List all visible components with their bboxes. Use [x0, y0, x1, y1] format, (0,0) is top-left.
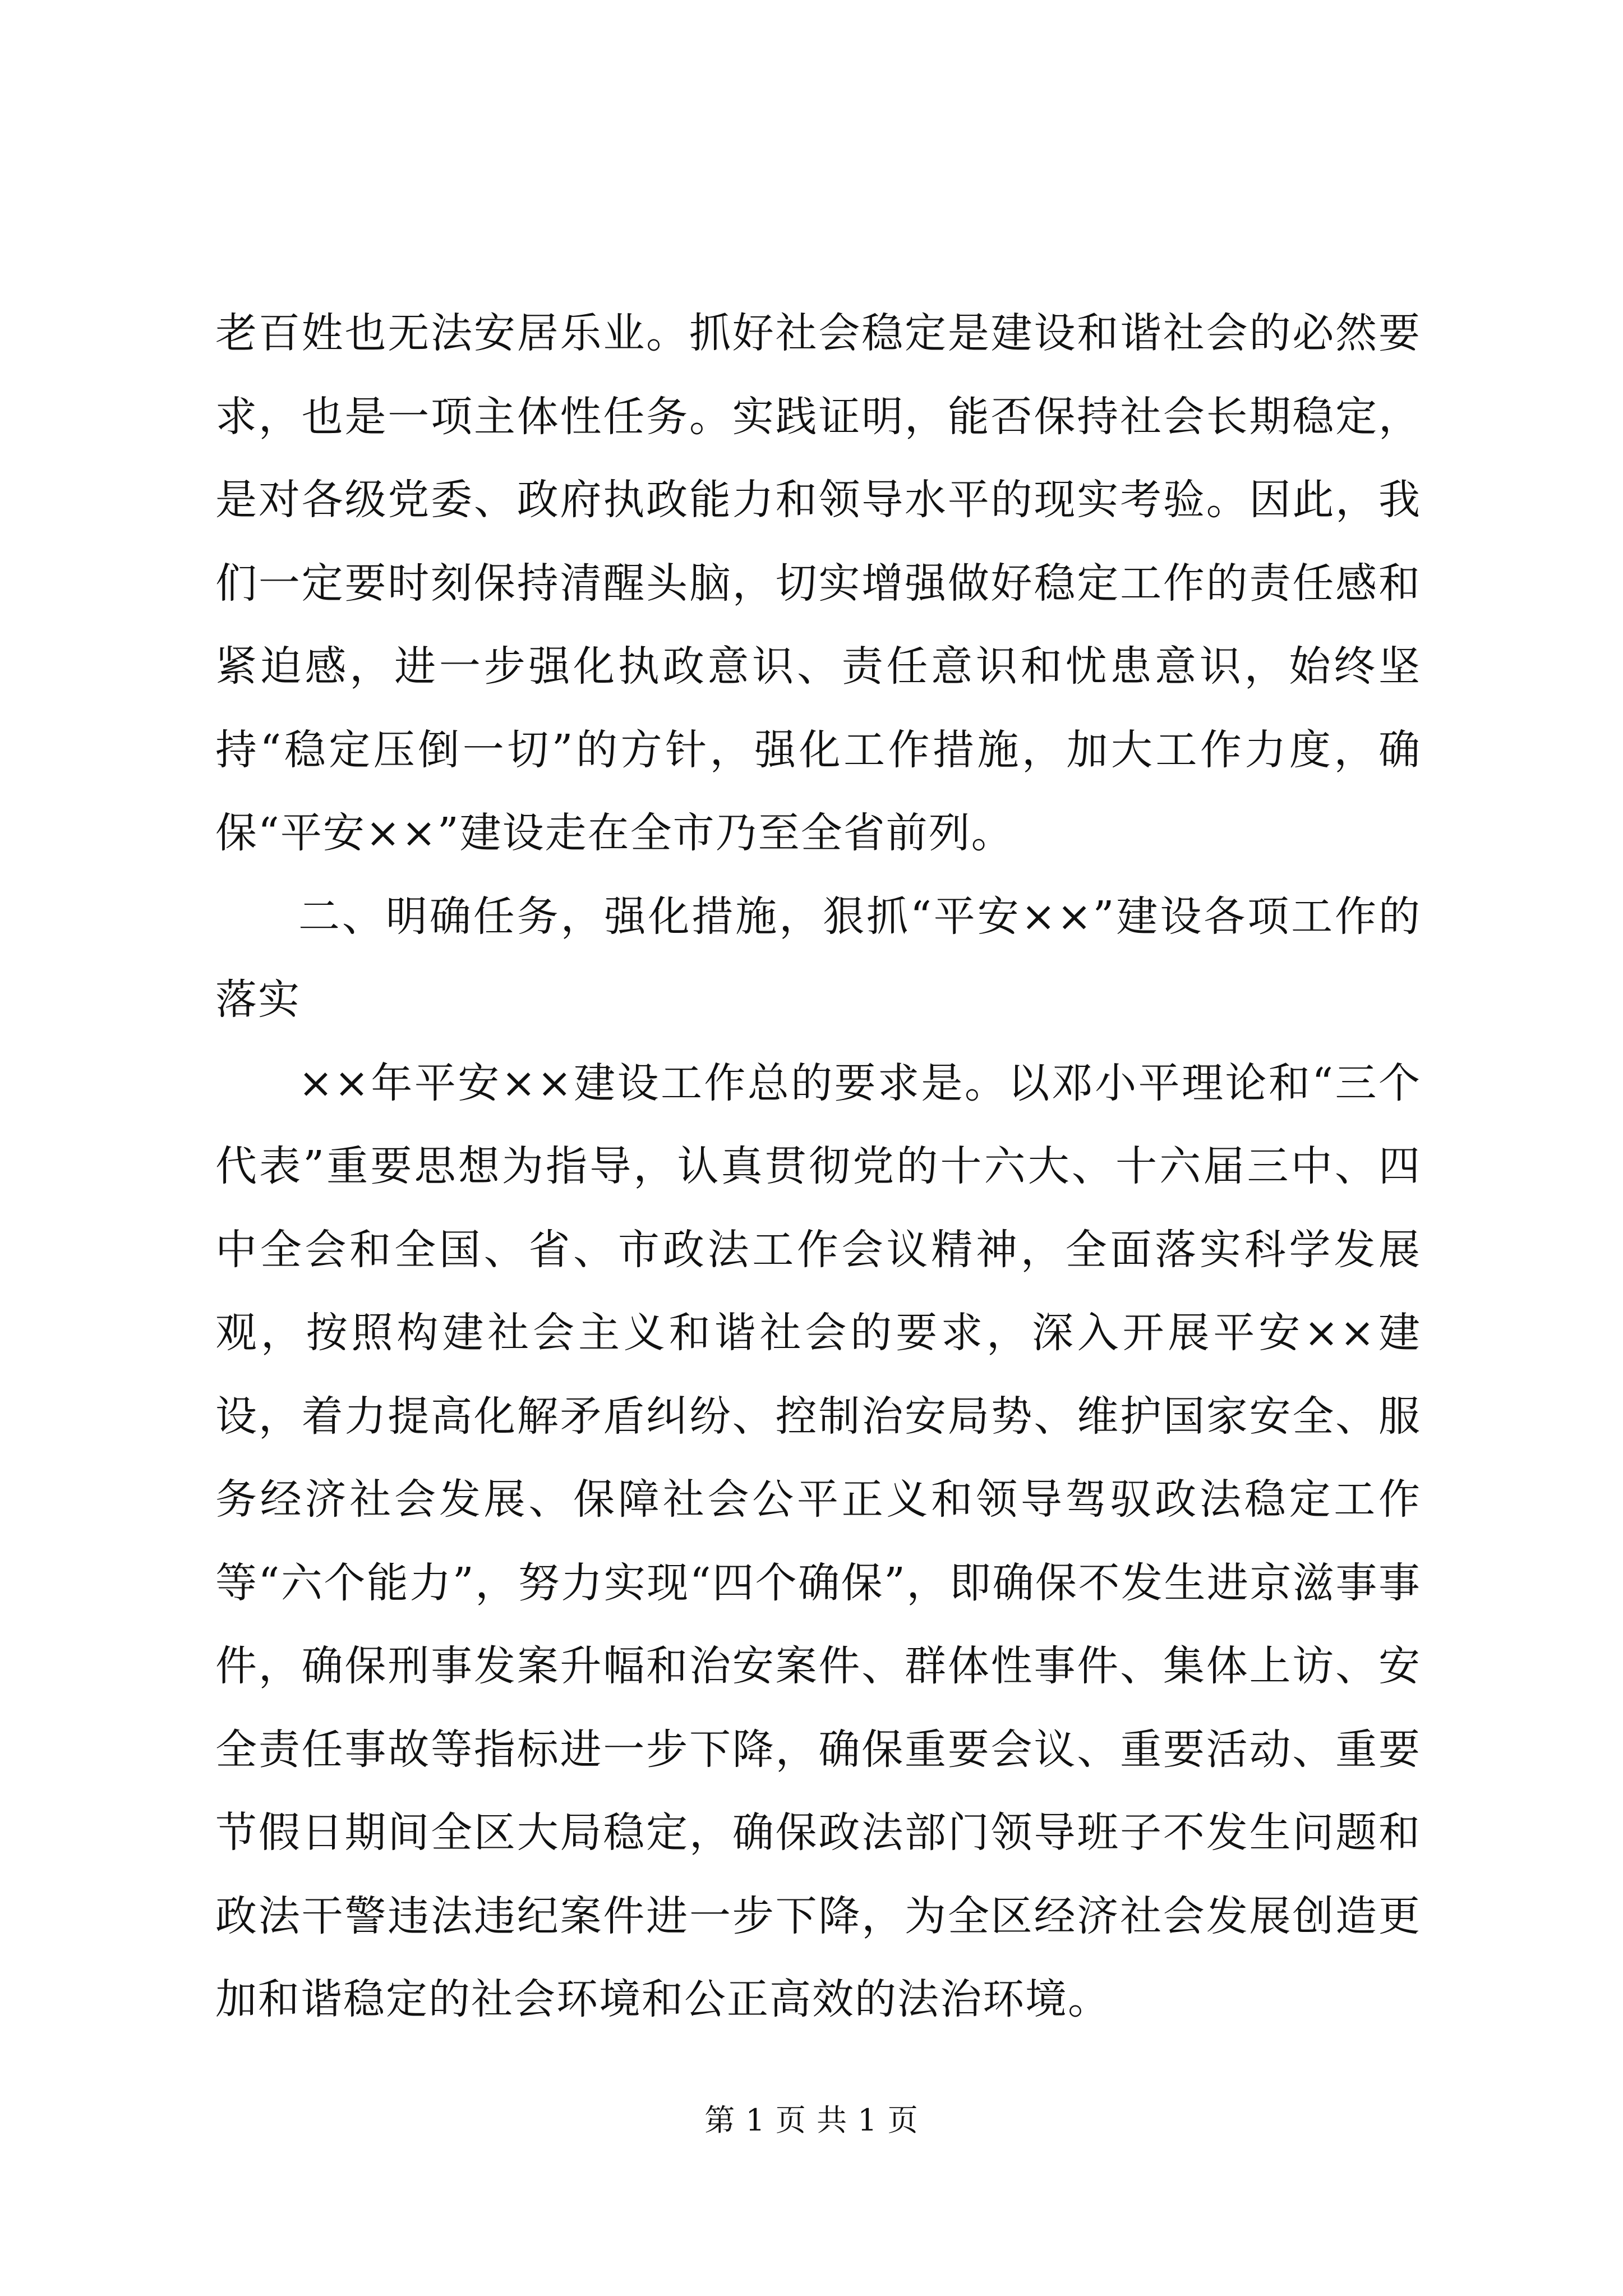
- section-heading: 二、明确任务，强化措施，狠抓“平安××”建设各项工作的落实: [215, 892, 1421, 1024]
- page-footer: 第 1 页 共 1 页: [704, 2102, 919, 2138]
- paragraph-requirements: ××年平安××建设工作总的要求是。以邓小平理论和“三个代表”重要思想为指导，认真贯彻党的十六大、十六届三中、四中全会和全国、省、市政法工作会议精神，全面落实科学发展观，按照构建社会主义和谐社会的要求，深入开展平安××建设，着力提高化解矛盾纠纷、控制治安局势、维护国家安全、服务经济社会发展、保障社会公平正义和领导驾驭政法稳定工作等“六个能力”，努力实现“四个确保”，即确保不发生进京滋事事件，确保刑事发案升幅和治安案件、群体性事件、集体上访、安全责任事故等指标进一步下降，确保重要会议、重要活动、重要节假日期间全区大局稳定，确保政法部门领导班子不发生问题和政法干警违法违纪案件进一步下降，为全区经济社会发展创造更加和谐稳定的社会环境和公正高效的法治环境。: [215, 1059, 1421, 2023]
- paragraph-intro: 老百姓也无法安居乐业。抓好社会稳定是建设和谐社会的必然要求，也是一项主体性任务。实践证明，能否保持社会长期稳定，是对各级党委、政府执政能力和领导水平的现实考验。因此，我们一定要时刻保持清醒头脑，切实增强做好稳定工作的责任感和紧迫感，进一步强化执政意识、责任意识和忧患意识，始终坚持“稳定压倒一切”的方针，强化工作措施，加大工作力度，确保“平安××”建设走在全市乃至全省前列。: [215, 309, 1421, 857]
- document-body: [215, 292, 1421, 2041]
